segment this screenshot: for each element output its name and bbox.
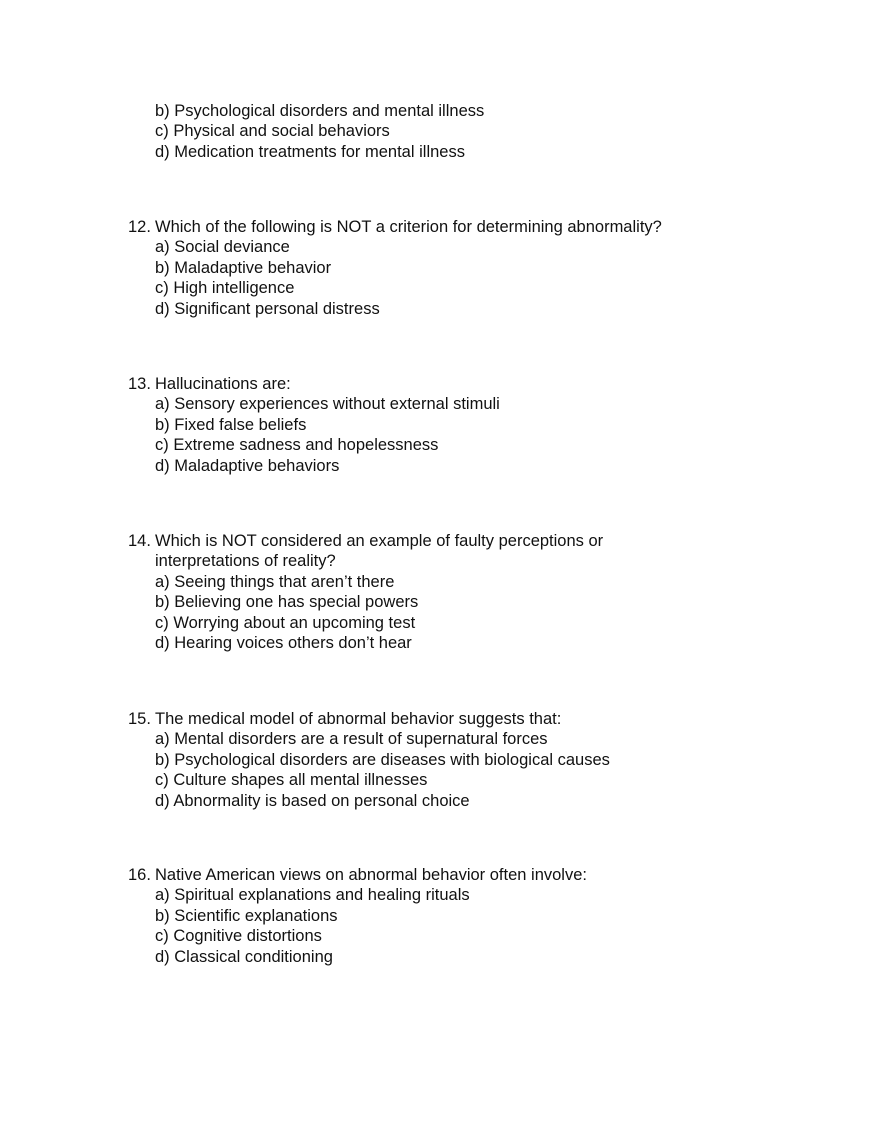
option-a: a) Sensory experiences without external stimuli [155,395,500,414]
option-line: d) Medication treatments for mental illness [155,142,465,161]
option-a: a) Social deviance [155,238,290,257]
option-d: d) Classical conditioning [155,947,333,966]
option-a: a) Seeing things that aren’t there [155,572,395,591]
question-15 [0,709,880,811]
option-a: a) Mental disorders are a result of supernatural forces [155,730,548,749]
question-stem: 13. Hallucinations are: [128,375,291,393]
option-c: c) Worrying about an upcoming test [155,613,416,632]
question-number: 12. [128,218,151,236]
question-stem: 14. Which is NOT considered an example of faulty perceptions or [128,532,604,550]
question-stem: 16. Native American views on abnormal behavior often involve: [128,866,587,884]
option-c: c) Culture shapes all mental illnesses [155,771,428,790]
question-number: 15. [128,710,151,728]
option-b: b) Maladaptive behavior [155,258,332,277]
option-c: c) Extreme sadness and hopelessness [155,436,439,455]
option-b: b) Fixed false beliefs [155,415,307,434]
option-d: d) Maladaptive behaviors [155,456,340,475]
continued-options [0,101,880,162]
question-number: 14. [128,532,151,550]
question-13 [0,374,880,476]
option-a: a) Spiritual explanations and healing rituals [155,886,470,905]
option-line: b) Psychological disorders and mental illness [155,102,485,120]
option-b: b) Believing one has special powers [155,593,419,612]
question-12 [0,217,880,319]
option-c: c) High intelligence [155,279,295,298]
question-14 [0,531,880,653]
option-d: d) Significant personal distress [155,299,380,318]
option-b: b) Psychological disorders are diseases with biological causes [155,750,610,769]
question-stem: 15. The medical model of abnormal behavior suggests that: [128,710,562,728]
question-stem-continued: interpretations of reality? [155,552,336,571]
question-number: 16. [128,866,151,884]
question-number: 13. [128,375,151,393]
option-d: d) Abnormality is based on personal choice [155,791,470,810]
option-line: c) Physical and social behaviors [155,122,390,141]
question-16 [0,865,880,967]
question-stem: 12. Which of the following is NOT a criterion for determining abnormality? [128,218,662,236]
option-d: d) Hearing voices others don’t hear [155,633,412,652]
option-b: b) Scientific explanations [155,906,338,925]
option-c: c) Cognitive distortions [155,927,322,946]
